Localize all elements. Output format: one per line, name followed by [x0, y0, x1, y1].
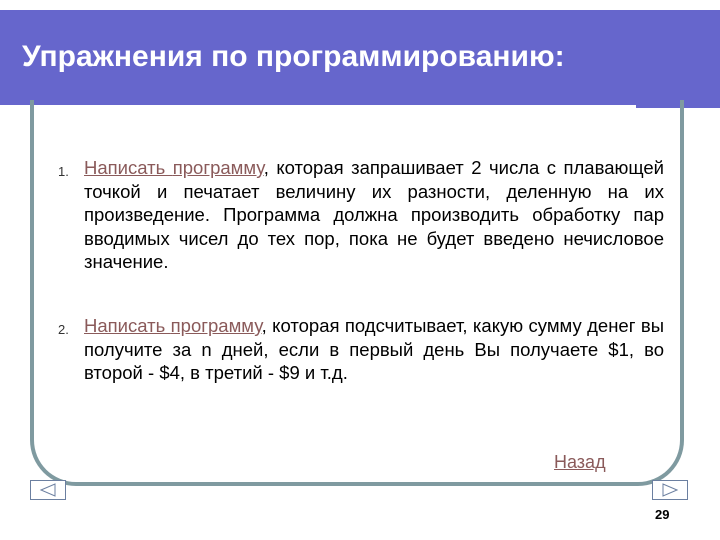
write-link[interactable]: Написать: [84, 157, 173, 178]
item-description: , которая подсчитывает, какую сумму денег вы получите за n дней, если в первый день Вы получаете $1, во второй - $4, в третий - $9 и т.д.: [84, 315, 664, 383]
item-text: [84, 156, 664, 274]
write-link[interactable]: Написать: [84, 315, 171, 336]
item-text: [84, 314, 664, 385]
page-number: 29: [655, 507, 670, 522]
next-slide-button[interactable]: [652, 480, 688, 500]
program-link[interactable]: программу: [170, 315, 262, 336]
prev-slide-button[interactable]: [30, 480, 66, 500]
item-number: 2.: [58, 322, 69, 337]
item-description: , которая запрашивает 2 числа с плавающей точкой и печатает величину их разности, деленную на их произведение. Программа должна производить обработку пар вводимых чисел до тех пор, пока не будет введено нечисловое значение.: [84, 157, 665, 272]
slide-title: Упражнения по программированию:: [22, 40, 565, 73]
item-number: 1.: [58, 164, 69, 179]
back-link[interactable]: Назад: [554, 452, 606, 472]
triangle-right-icon: [653, 481, 687, 499]
program-link[interactable]: программу: [172, 157, 264, 178]
slide-header: [0, 10, 720, 108]
triangle-left-icon: [31, 481, 65, 499]
